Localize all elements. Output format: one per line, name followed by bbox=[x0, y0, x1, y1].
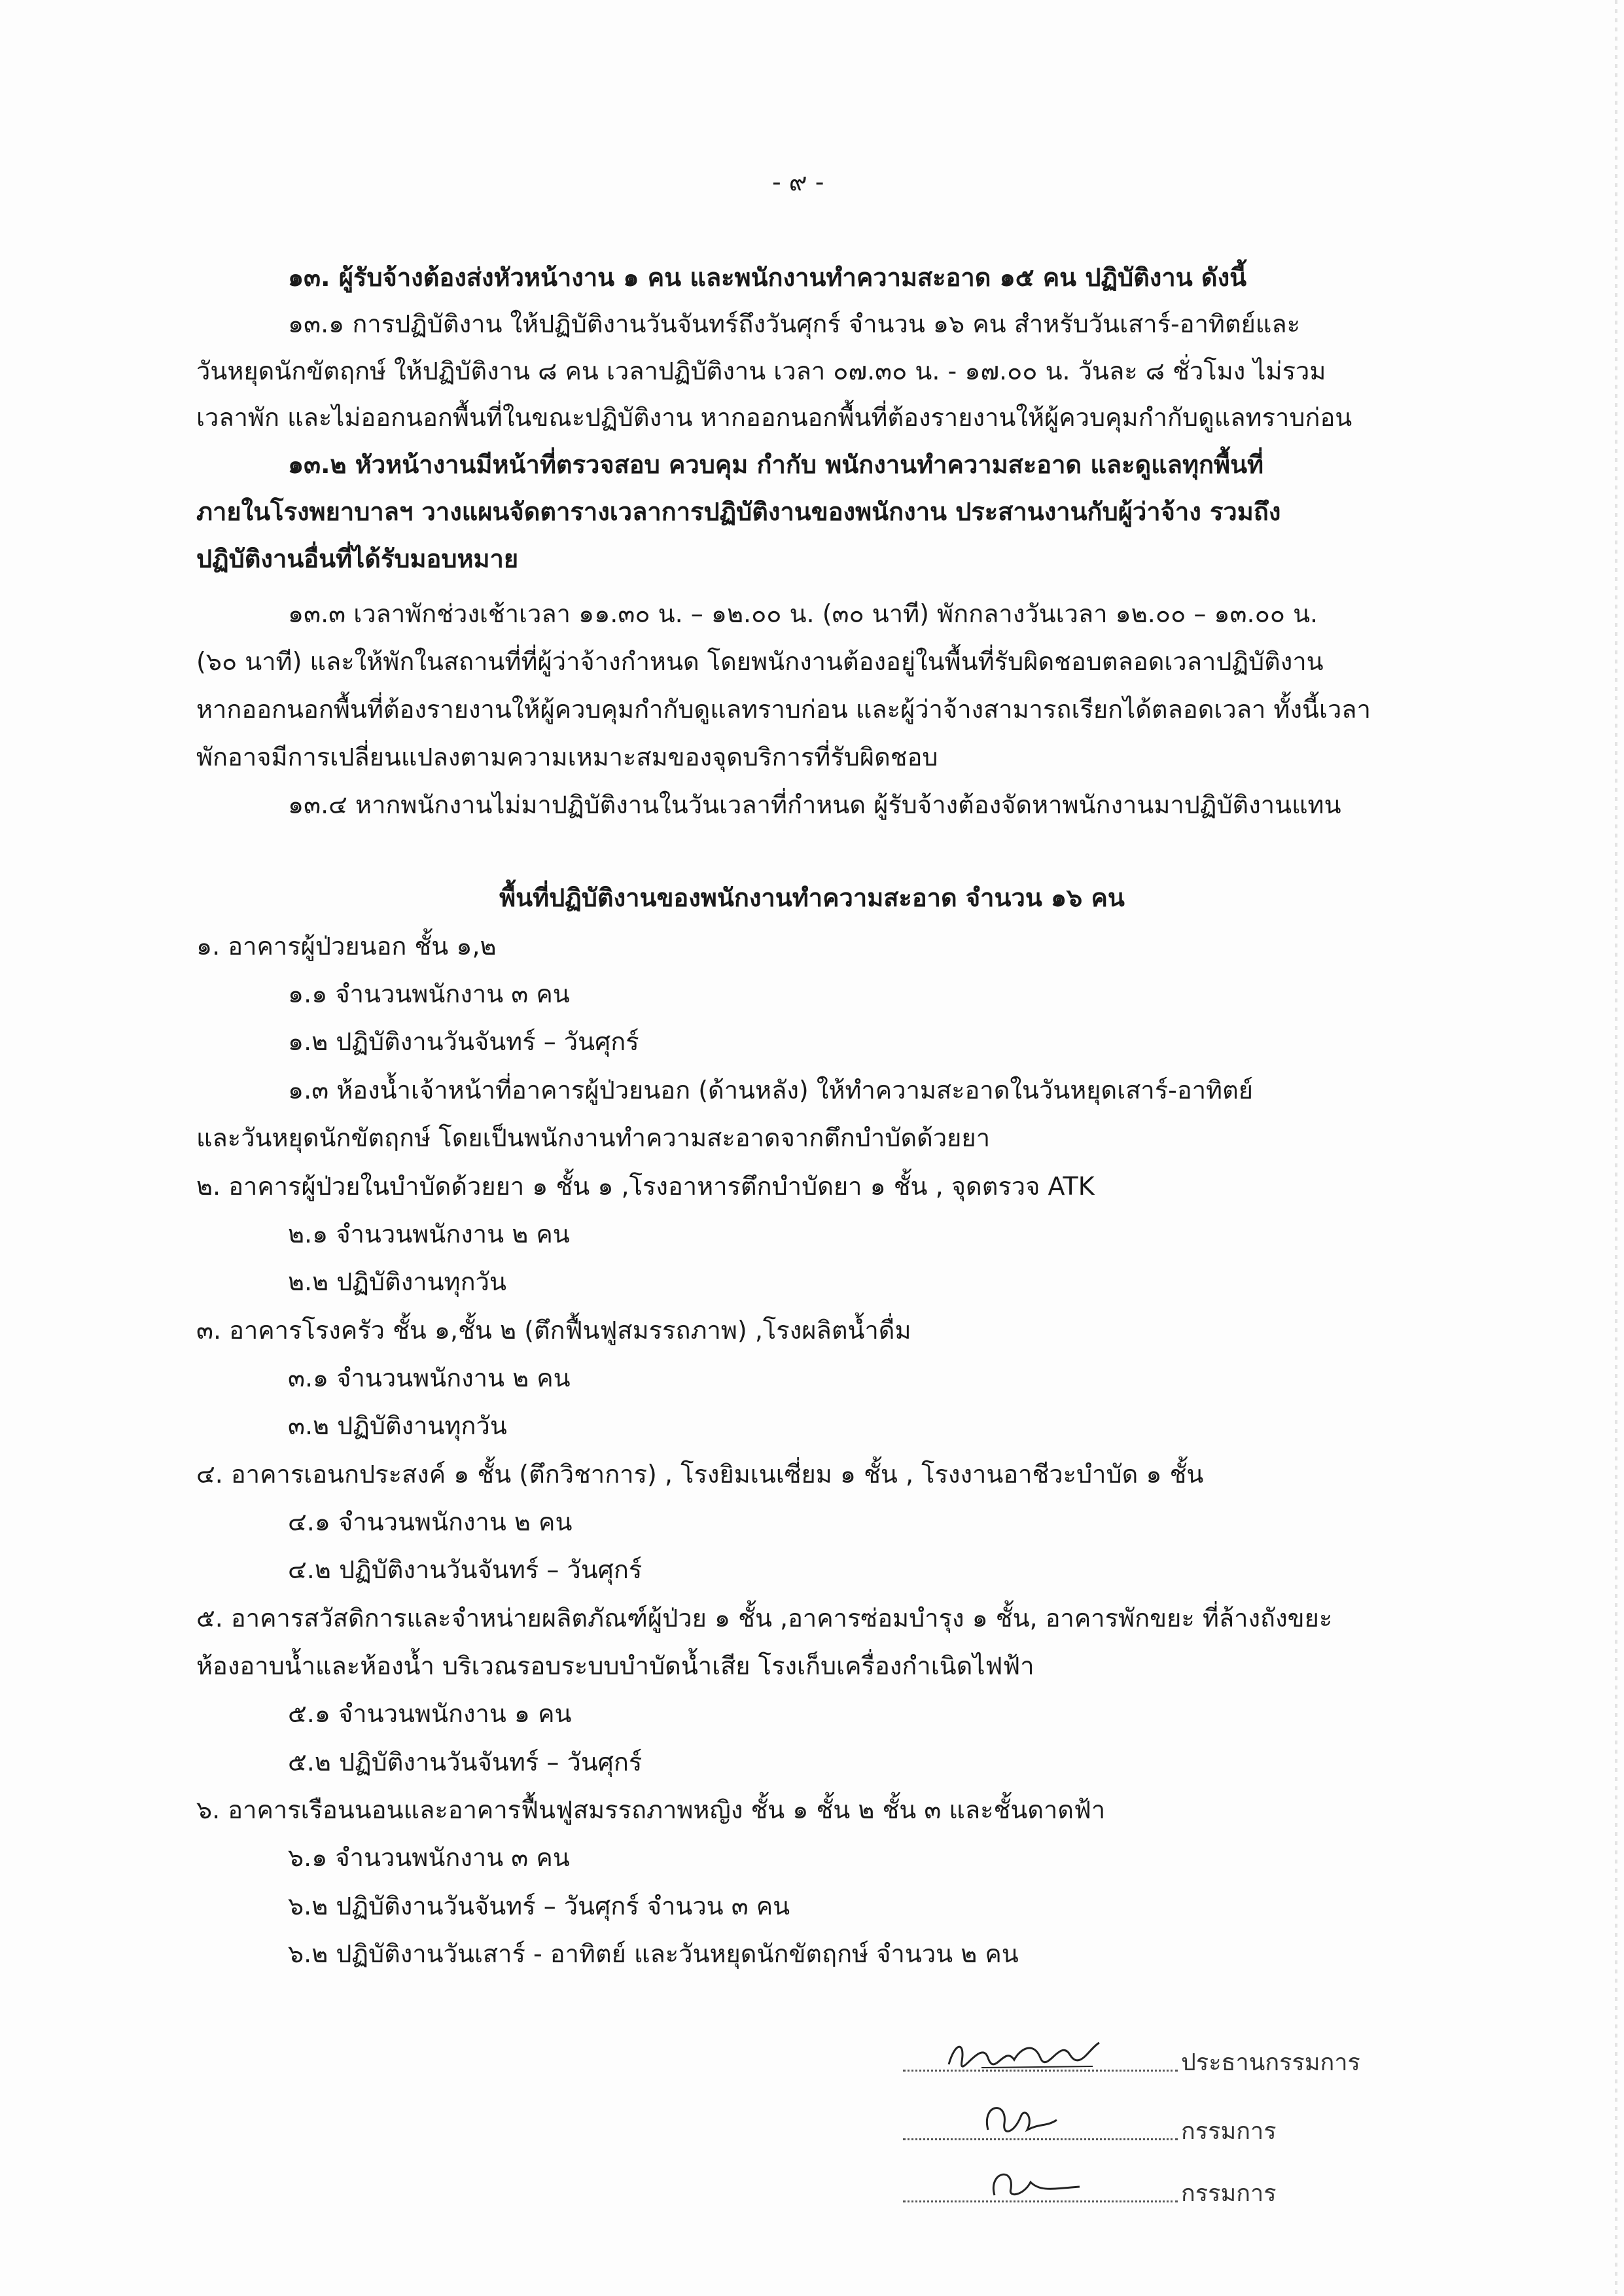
area-subitem: ๒.๒ ปฏิบัติงานทุกวัน bbox=[288, 1267, 506, 1296]
section-13-1-line: ๑๓.๑ การปฏิบัติงาน ให้ปฏิบัติงานวันจันทร์ถึงวันศุกร์ จำนวน ๑๖ คน สำหรับวันเสาร์-อาทิตย์และ bbox=[288, 309, 1301, 338]
handwritten-signature-icon bbox=[942, 2159, 1112, 2205]
area-heading: พื้นที่ปฏิบัติงานของพนักงานทำความสะอาด จำนวน ๑๖ คน bbox=[499, 883, 1125, 912]
area-item: ๖. อาคารเรือนนอนและอาคารฟื้นฟูสมรรถภาพหญิง ชั้น ๑ ชั้น ๒ ชั้น ๓ และชั้นดาดฟ้า bbox=[196, 1795, 1106, 1824]
section-13-3-line: ๑๓.๓ เวลาพักช่วงเช้าเวลา ๑๑.๓๐ น. – ๑๒.๐๐ น. (๓๐ นาที) พักกลางวันเวลา ๑๒.๐๐ – ๑๓.๐๐ น. bbox=[288, 599, 1318, 628]
section-13-1-line: เวลาพัก และไม่ออกนอกพื้นที่ในขณะปฏิบัติงาน หากออกนอกพื้นที่ต้องรายงานให้ผู้ควบคุมกำกับดูแลทราบก่อน bbox=[196, 403, 1352, 432]
section-13-2-line: ปฏิบัติงานอื่นที่ได้รับมอบหมาย bbox=[196, 544, 519, 573]
area-subitem: ๓.๑ จำนวนพนักงาน ๒ คน bbox=[288, 1364, 571, 1392]
signature-title: ประธานกรรมการ bbox=[1181, 2049, 1360, 2076]
handwritten-signature-icon bbox=[942, 2028, 1112, 2074]
signature-title: กรรมการ bbox=[1181, 2180, 1277, 2207]
handwritten-signature-icon bbox=[942, 2097, 1112, 2143]
signature-member-1 bbox=[903, 2104, 1361, 2149]
signature-member-2 bbox=[903, 2166, 1361, 2212]
area-item: ๑. อาคารผู้ป่วยนอก ชั้น ๑,๒ bbox=[196, 932, 497, 961]
area-subitem: และวันหยุดนักขัตฤกษ์ โดยเป็นพนักงานทำความสะอาดจากตึกบำบัดด้วยยา bbox=[196, 1123, 991, 1152]
area-subitem: ๓.๒ ปฏิบัติงานทุกวัน bbox=[288, 1411, 507, 1440]
section-13-1-line: วันหยุดนักขัตฤกษ์ ให้ปฏิบัติงาน ๘ คน เวลาปฏิบัติงาน เวลา ๐๗.๓๐ น. - ๑๗.๐๐ น. วันละ ๘ ชั่วโมง ไม่รวม bbox=[196, 357, 1326, 385]
area-subitem: ๔.๒ ปฏิบัติงานวันจันทร์ – วันศุกร์ bbox=[288, 1555, 643, 1584]
scan-edge bbox=[1615, 0, 1617, 2296]
section-13-2-line: ภายในโรงพยาบาลฯ วางแผนจัดตารางเวลาการปฏิบัติงานของพนักงาน ประสานงานกับผู้ว่าจ้าง รวมถึง bbox=[196, 497, 1281, 526]
area-subitem: ๕.๑ จำนวนพนักงาน ๑ คน bbox=[288, 1699, 572, 1728]
area-item: ๔. อาคารเอนกประสงค์ ๑ ชั้น (ตึกวิชาการ) , โรงยิมเนเซี่ยม ๑ ชั้น , โรงงานอาชีวะบำบัด ๑ ชั้น bbox=[196, 1460, 1204, 1489]
area-item-continuation: ห้องอาบน้ำและห้องน้ำ บริเวณรอบระบบบำบัดน้ำเสีย โรงเก็บเครื่องกำเนิดไฟฟ้า bbox=[196, 1651, 1034, 1680]
section-13-2-line: ๑๓.๒ หัวหน้างานมีหน้าที่ตรวจสอบ ควบคุม กำกับ พนักงานทำความสะอาด และดูแลทุกพื้นที่ bbox=[288, 450, 1264, 479]
page-number: - ๙ - bbox=[772, 168, 824, 196]
signature-chairman bbox=[903, 2035, 1361, 2081]
area-subitem: ๑.๒ ปฏิบัติงานวันจันทร์ – วันศุกร์ bbox=[288, 1027, 639, 1056]
area-item: ๒. อาคารผู้ป่วยในบำบัดด้วยยา ๑ ชั้น ๑ ,โรงอาหารตึกบำบัดยา ๑ ชั้น , จุดตรวจ ATK bbox=[196, 1172, 1095, 1201]
area-subitem: ๒.๑ จำนวนพนักงาน ๒ คน bbox=[288, 1220, 570, 1248]
area-subitem: ๖.๒ ปฏิบัติงานวันจันทร์ – วันศุกร์ จำนวน ๓ คน bbox=[288, 1892, 790, 1920]
section-13-3-line: (๖๐ นาที) และให้พักในสถานที่ที่ผู้ว่าจ้างกำหนด โดยพนักงานต้องอยู่ในพื้นที่รับผิดชอบตลอดเวลาปฏิบัติงาน bbox=[196, 647, 1324, 676]
section-13-4-line: ๑๓.๔ หากพนักงานไม่มาปฏิบัติงานในวันเวลาที่กำหนด ผู้รับจ้างต้องจัดหาพนักงานมาปฏิบัติงานแทน bbox=[288, 790, 1341, 819]
area-subitem: ๑.๓ ห้องน้ำเจ้าหน้าที่อาคารผู้ป่วยนอก (ด้านหลัง) ให้ทำความสะอาดในวันหยุดเสาร์-อาทิตย์ bbox=[288, 1076, 1254, 1104]
section-13-heading: ๑๓. ผู้รับจ้างต้องส่งหัวหน้างาน ๑ คน และพนักงานทำความสะอาด ๑๕ คน ปฏิบัติงาน ดังนี้ bbox=[288, 263, 1247, 292]
area-subitem: ๕.๒ ปฏิบัติงานวันจันทร์ – วันศุกร์ bbox=[288, 1748, 643, 1776]
section-13-3-line: พักอาจมีการเปลี่ยนแปลงตามความเหมาะสมของจุดบริการที่รับผิดชอบ bbox=[196, 743, 938, 771]
signature-title: กรรมการ bbox=[1181, 2118, 1277, 2145]
area-subitem: ๑.๑ จำนวนพนักงาน ๓ คน bbox=[288, 980, 570, 1008]
area-subitem: ๖.๑ จำนวนพนักงาน ๓ คน bbox=[288, 1843, 570, 1872]
section-13-3-line: หากออกนอกพื้นที่ต้องรายงานให้ผู้ควบคุมกำกับดูแลทราบก่อน และผู้ว่าจ้างสามารถเรียกได้ตลอดเวลา ทั้งนี้เวลา bbox=[196, 695, 1371, 724]
area-subitem: ๔.๑ จำนวนพนักงาน ๒ คน bbox=[288, 1508, 573, 1536]
area-subitem: ๖.๒ ปฏิบัติงานวันเสาร์ - อาทิตย์ และวันหยุดนักขัตฤกษ์ จำนวน ๒ คน bbox=[288, 1939, 1019, 1968]
area-item: ๓. อาคารโรงครัว ชั้น ๑,ชั้น ๒ (ตึกฟื้นฟูสมรรถภาพ) ,โรงผลิตน้ำดื่ม bbox=[196, 1316, 911, 1345]
area-item: ๕. อาคารสวัสดิการและจำหน่ายผลิตภัณฑ์ผู้ป่วย ๑ ชั้น ,อาคารซ่อมบำรุง ๑ ชั้น, อาคารพักขยะ ที่ล้างถังขยะ bbox=[196, 1604, 1333, 1633]
